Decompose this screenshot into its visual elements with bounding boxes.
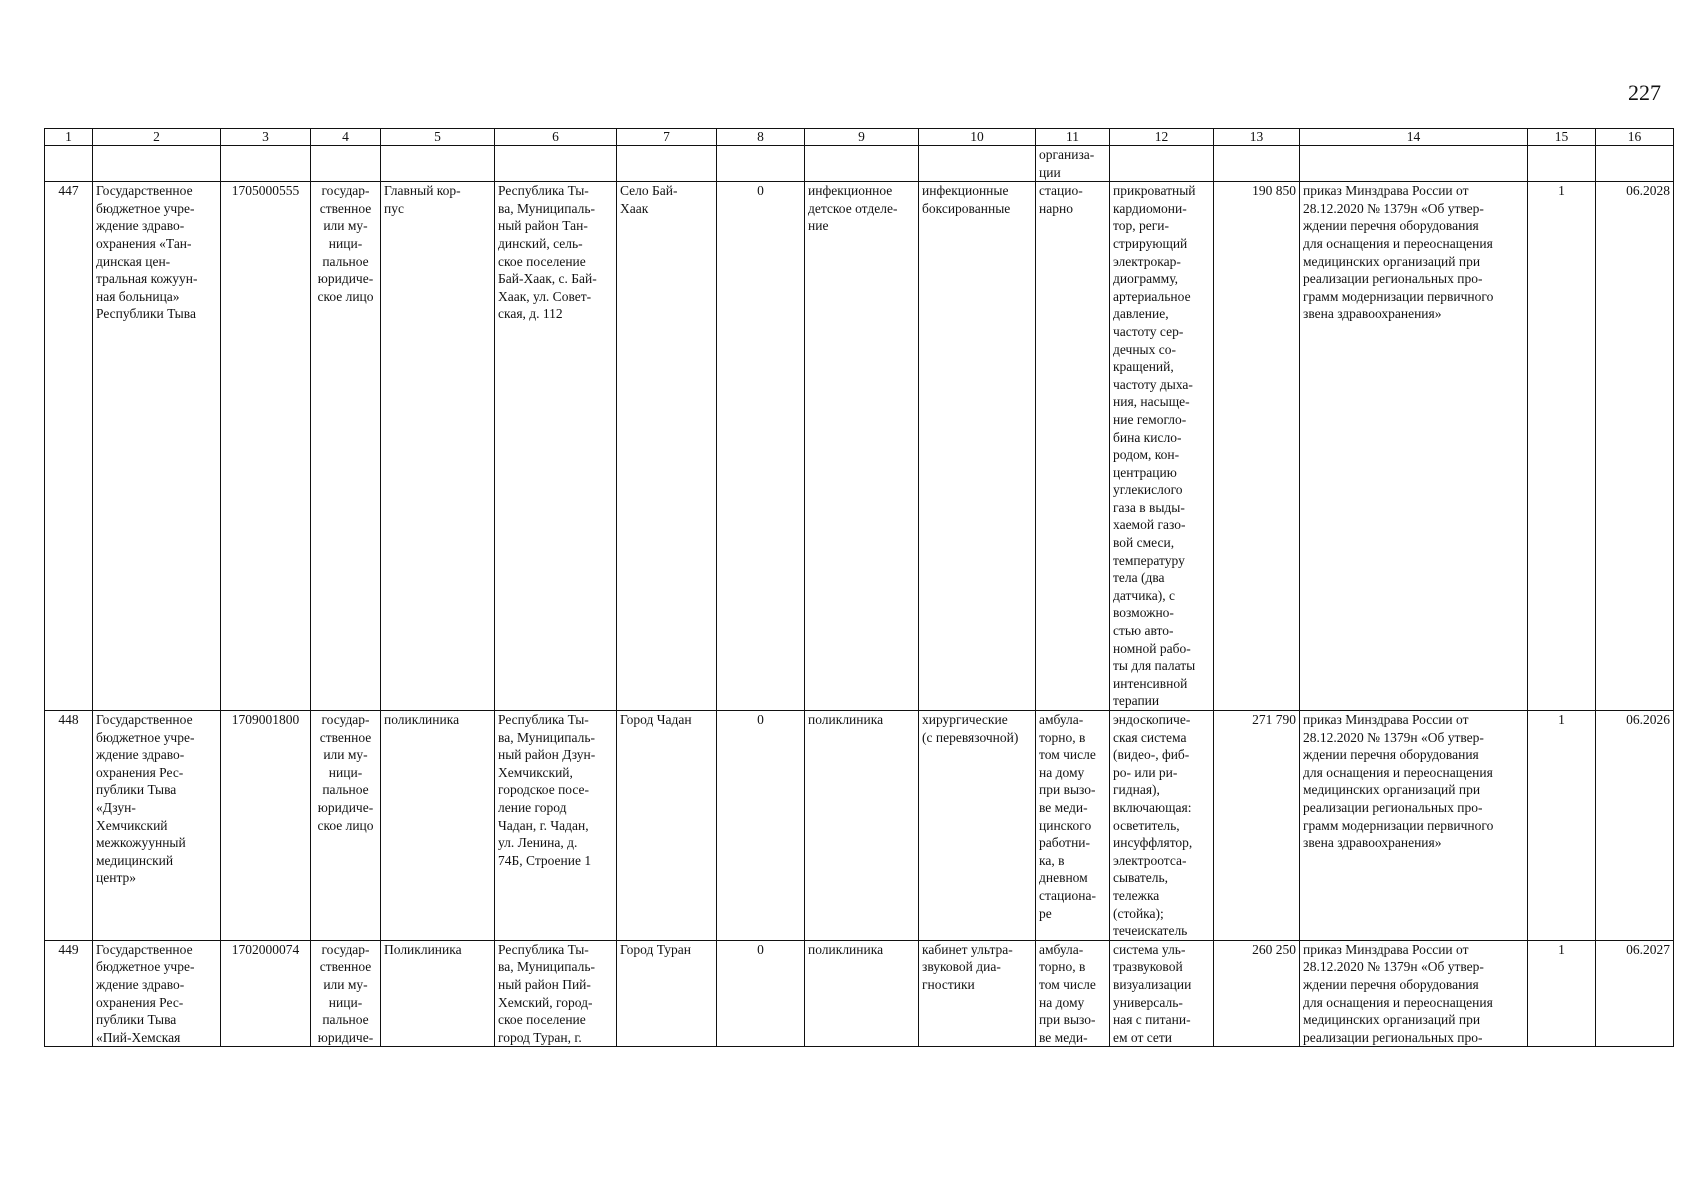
row-number: 447 (45, 182, 93, 711)
equipment-name: эндоскопиче- ская система (видео-, фиб- ро- или ри- гидная), включающая: осветитель, инсуффлятор, электроотса- сыватель, тележка (стойка); течеискатель (1110, 711, 1214, 941)
settlement: Город Чадан (617, 711, 717, 941)
table-cell (311, 146, 381, 182)
organization-name: Государственное бюджетное учре- ждение здраво- охранения «Тан- динская цен- тральная кожуун- ная больница» Республики Тыва (93, 182, 221, 711)
regulation: приказ Минздрава России от 28.12.2020 № 1379н «Об утвер- ждении перечня оборудования для оснащения и переоснащения медицинских организаций при реализации региональных про- грамм модернизации первичного звена здравоохранения» (1300, 711, 1528, 941)
room-type: инфекционные боксированные (919, 182, 1036, 711)
table-cell (717, 146, 805, 182)
equipment-name: прикроватный кардиомони- тор, реги- стрирующий электрокар- диограмму, артериальное давление, частоту сер- дечных со- кращений, частоту дыха- ния, насыще- ние гемогло- бина кисло- родом, кон- центрацию углекислого газа в выды- хаемой газо- вой смеси, температуру тела (два датчика), с возможно- стью авто- номной рабо- ты для палаты интенсивной терапии (1110, 182, 1214, 711)
building-name: Главный кор- пус (381, 182, 495, 711)
column-number: 11 (1036, 129, 1110, 146)
table-cell (919, 146, 1036, 182)
page-number: 227 (1628, 80, 1661, 105)
table-cell (617, 146, 717, 182)
table-row (45, 711, 1674, 941)
row-number: 448 (45, 711, 93, 941)
regulation: приказ Минздрава России от 28.12.2020 № 1379н «Об утвер- ждении перечня оборудования для оснащения и переоснащения медицинских организаций при реализации региональных про- (1300, 940, 1528, 1047)
delivery-date: 06.2026 (1596, 711, 1674, 941)
department: поликлиника (805, 711, 919, 941)
quantity: 1 (1528, 182, 1596, 711)
column-number: 8 (717, 129, 805, 146)
legal-form: государ- ственное или му- ници- пальное юридиче- (311, 940, 381, 1047)
count-value: 0 (717, 711, 805, 941)
care-condition: амбула- торно, в том числе на дому при вызо- ве меди- (1036, 940, 1110, 1047)
table-cell (221, 146, 311, 182)
settlement: Город Туран (617, 940, 717, 1047)
legal-form: государ- ственное или му- ници- пальное юридиче- ское лицо (311, 182, 381, 711)
regulation: приказ Минздрава России от 28.12.2020 № 1379н «Об утвер- ждении перечня оборудования для оснащения и переоснащения медицинских организаций при реализации региональных про- грамм модернизации первичного звена здравоохранения» (1300, 182, 1528, 711)
column-number: 2 (93, 129, 221, 146)
inn-code: 1705000555 (221, 182, 311, 711)
table-cell (805, 146, 919, 182)
table-cell (1110, 146, 1214, 182)
address: Республика Ты- ва, Муниципаль- ный район Пий- Хемский, город- ское поселение город Туран, г. (495, 940, 617, 1047)
column-number: 3 (221, 129, 311, 146)
table-row (45, 940, 1674, 1047)
legal-form: государ- ственное или му- ници- пальное юридиче- ское лицо (311, 711, 381, 941)
delivery-date: 06.2027 (1596, 940, 1674, 1047)
column-number: 1 (45, 129, 93, 146)
table-row (45, 182, 1674, 711)
department: поликлиника (805, 940, 919, 1047)
price: 190 850 (1214, 182, 1300, 711)
table-cell (381, 146, 495, 182)
column-number: 12 (1110, 129, 1214, 146)
table-cell (45, 146, 93, 182)
care-condition: стацио- нарно (1036, 182, 1110, 711)
quantity: 1 (1528, 940, 1596, 1047)
column-number: 10 (919, 129, 1036, 146)
column-number: 9 (805, 129, 919, 146)
column-number: 5 (381, 129, 495, 146)
delivery-date: 06.2028 (1596, 182, 1674, 711)
column-number: 4 (311, 129, 381, 146)
price: 271 790 (1214, 711, 1300, 941)
address: Республика Ты- ва, Муниципаль- ный район Дзун- Хемчикский, городское посе- ление город Чадан, г. Чадан, ул. Ленина, д. 74Б, Строение 1 (495, 711, 617, 941)
inn-code: 1709001800 (221, 711, 311, 941)
equipment-name: система уль- тразвуковой визуализации универсаль- ная с питани- ем от сети (1110, 940, 1214, 1047)
address: Республика Ты- ва, Муниципаль- ный район Тан- динский, сель- ское поселение Бай-Хаак, с. Бай- Хаак, ул. Совет- ская, д. 112 (495, 182, 617, 711)
column-number: 14 (1300, 129, 1528, 146)
column-number: 13 (1214, 129, 1300, 146)
row-number: 449 (45, 940, 93, 1047)
count-value: 0 (717, 940, 805, 1047)
room-type: хирургические (с перевязочной) (919, 711, 1036, 941)
table-cell: организа- ции (1036, 146, 1110, 182)
organization-name: Государственное бюджетное учре- ждение здраво- охранения Рес- публики Тыва «Дзун- Хемчикский межкожуунный медицинский центр» (93, 711, 221, 941)
quantity: 1 (1528, 711, 1596, 941)
department: инфекционное детское отделе- ние (805, 182, 919, 711)
settlement: Село Бай- Хаак (617, 182, 717, 711)
count-value: 0 (717, 182, 805, 711)
column-number: 15 (1528, 129, 1596, 146)
building-name: Поликлиника (381, 940, 495, 1047)
price: 260 250 (1214, 940, 1300, 1047)
table-cell (1300, 146, 1528, 182)
table-row (45, 146, 1674, 182)
building-name: поликлиника (381, 711, 495, 941)
column-number: 16 (1596, 129, 1674, 146)
table-cell (495, 146, 617, 182)
care-condition: амбула- торно, в том числе на дому при вызо- ве меди- цинского работни- ка, в дневном стациона- ре (1036, 711, 1110, 941)
table-cell (1596, 146, 1674, 182)
table-cell (1214, 146, 1300, 182)
inn-code: 1702000074 (221, 940, 311, 1047)
column-number: 6 (495, 129, 617, 146)
table-cell (93, 146, 221, 182)
organization-name: Государственное бюджетное учре- ждение здраво- охранения Рес- публики Тыва «Пий-Хемская (93, 940, 221, 1047)
column-number-row (45, 129, 1674, 146)
room-type: кабинет ультра- звуковой диа- гностики (919, 940, 1036, 1047)
column-number: 7 (617, 129, 717, 146)
table-cell (1528, 146, 1596, 182)
equipment-table (44, 128, 1674, 1047)
